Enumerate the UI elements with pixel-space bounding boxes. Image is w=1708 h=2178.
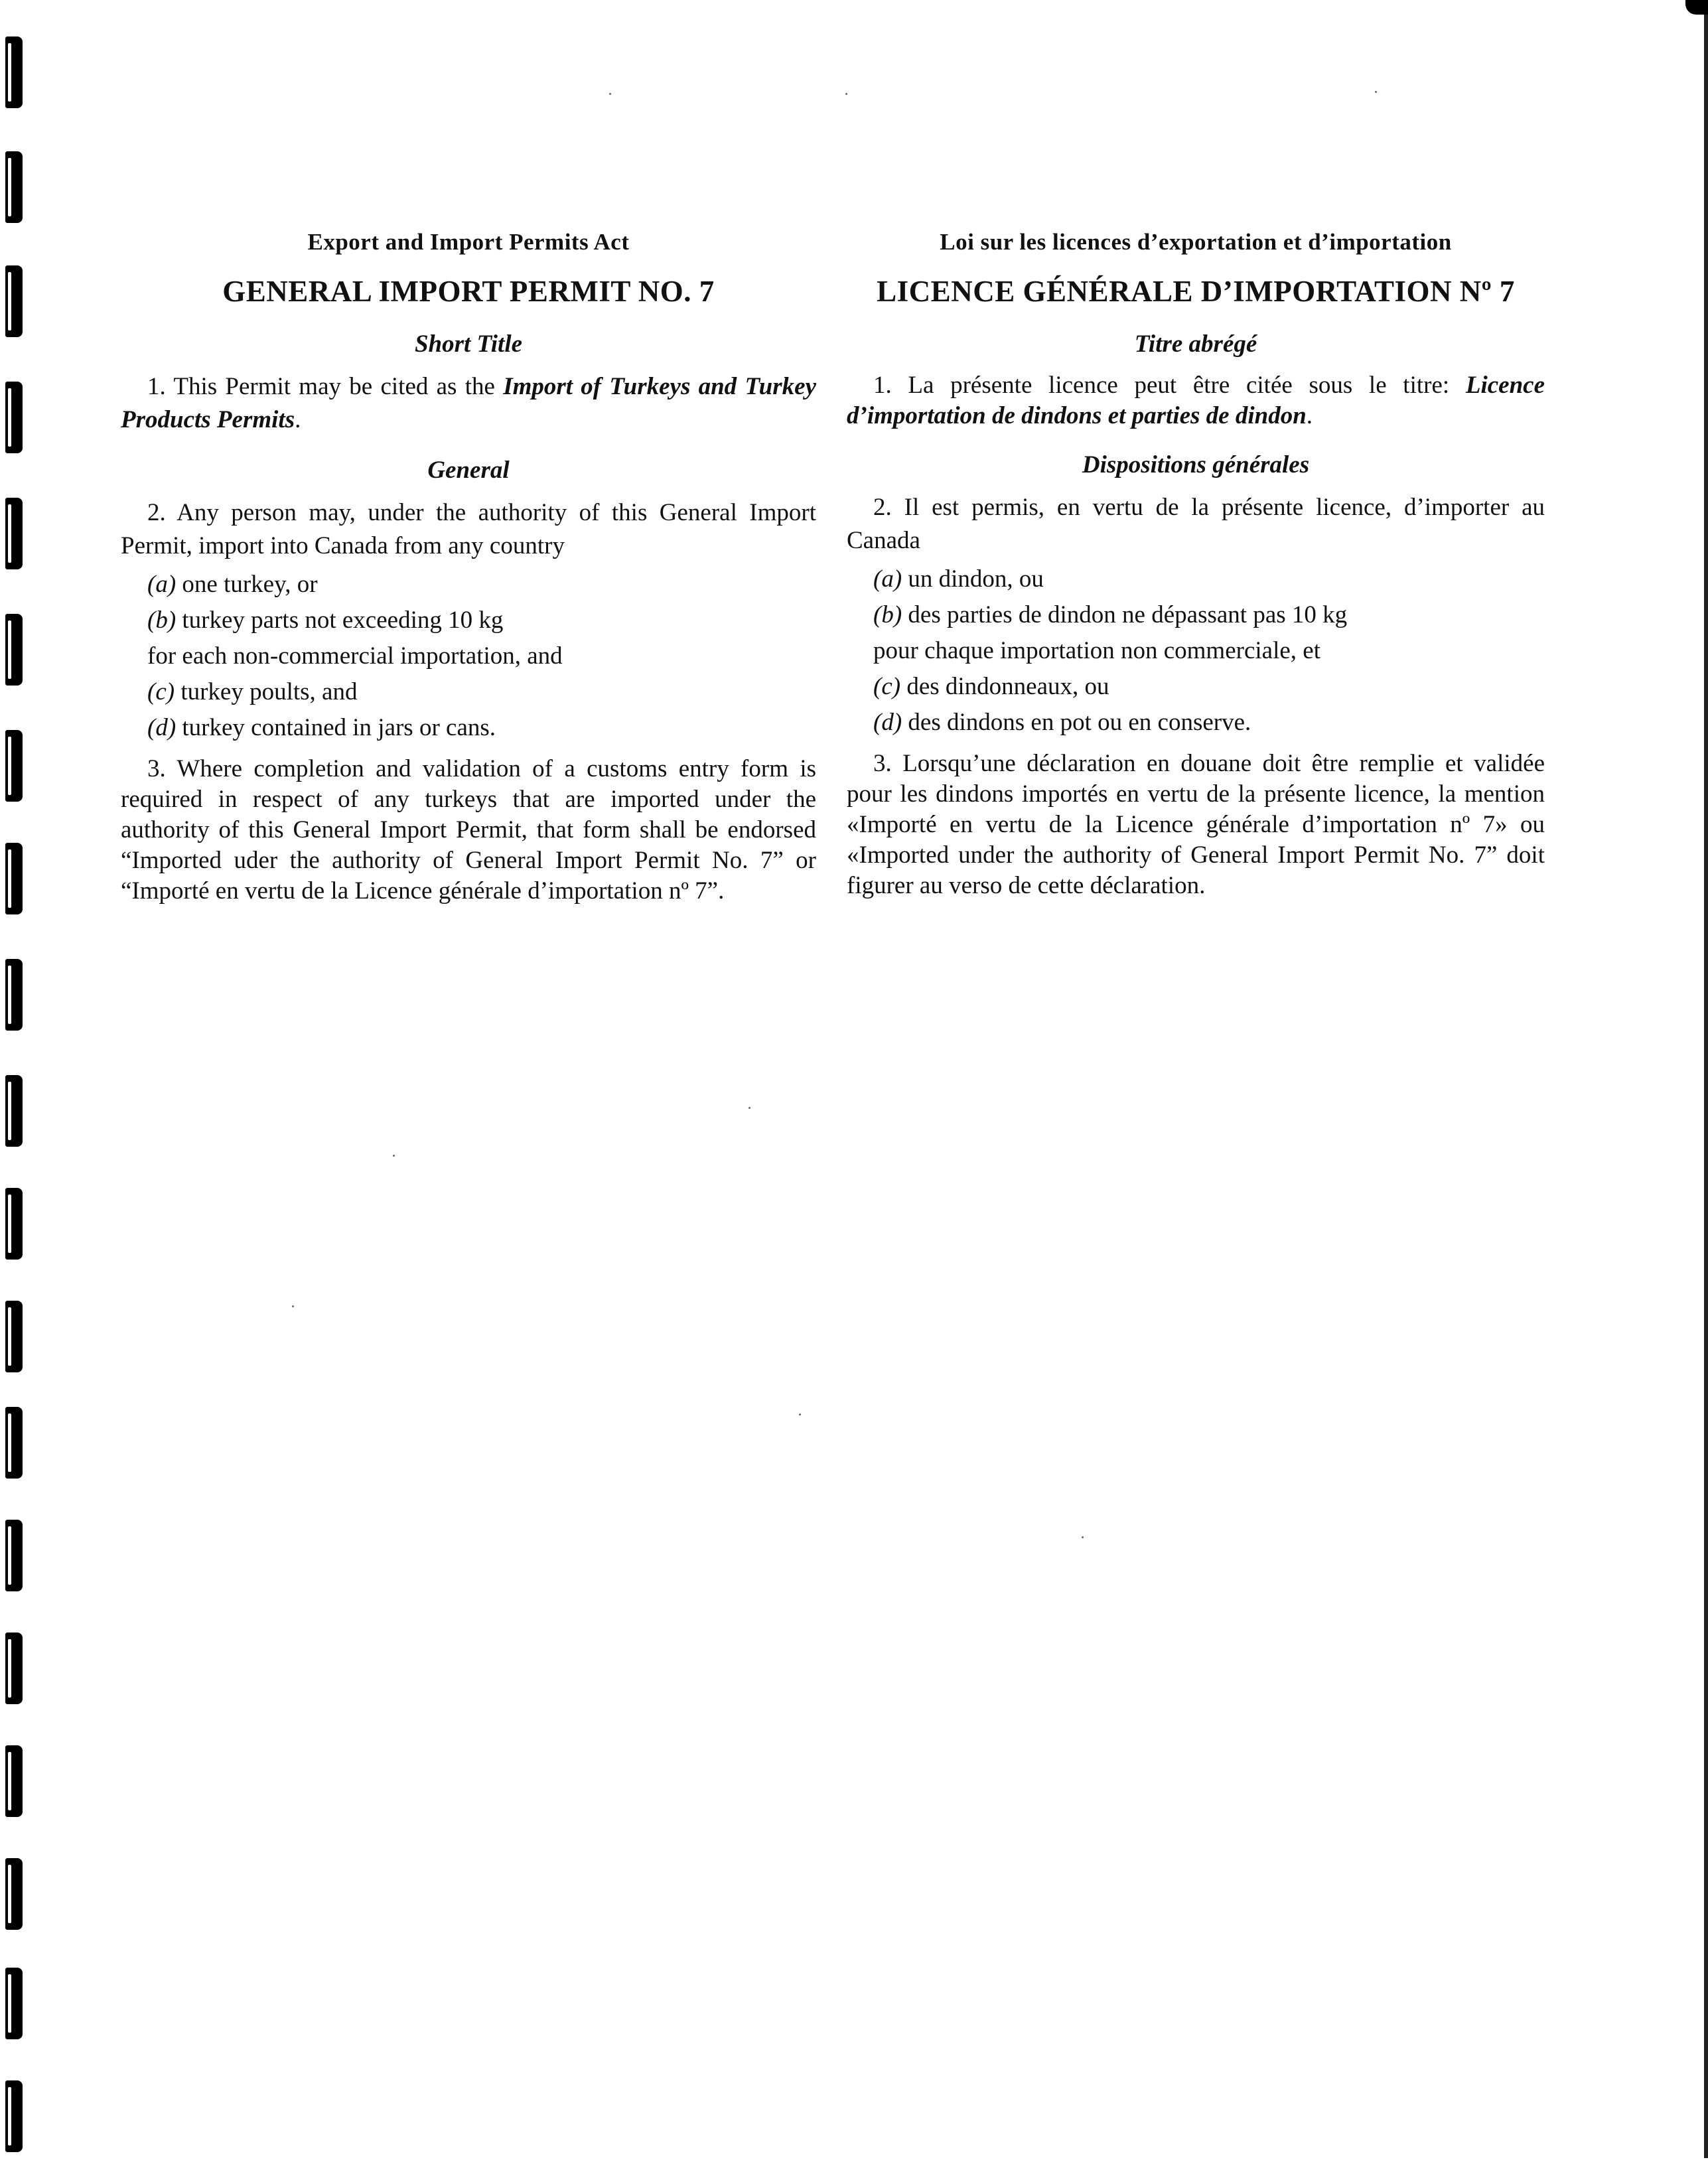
list-item-label: (c) [873, 673, 901, 700]
section-1-end: . [295, 406, 301, 433]
short-title-heading: Titre abrégé [1134, 330, 1257, 358]
act-title: Loi sur les licences d’exportation et d’importation [940, 229, 1452, 255]
list-item-label: (b) [873, 601, 902, 628]
general-heading: General [427, 457, 510, 484]
list-item [147, 711, 816, 745]
binding-hole-mark [5, 1301, 23, 1372]
list-item [147, 604, 816, 637]
list-item [873, 670, 1545, 703]
list-item-label: (d) [147, 714, 177, 741]
list-item [873, 706, 1545, 739]
binding-hole-mark [5, 151, 23, 223]
binding-hole-mark [5, 1407, 23, 1479]
section-3-paragraph: 3. Where completion and validation of a customs entry form is required in respect of any turkeys that are imported under the authority of this General Import Permit, that form shall be endorsed “Imported uder the authority of General Import Permit No. 7” or “Importé en vertu de la Licence générale d’importation nº 7”. [121, 755, 816, 905]
scan-speck [1082, 1536, 1084, 1538]
list-item-text: one turkey, or [176, 571, 318, 598]
section-1-paragraph [847, 370, 1545, 431]
binding-hole-mark [5, 959, 23, 1031]
section-1-paragraph [121, 370, 816, 437]
scan-corner-mark [1685, 0, 1708, 15]
list-item-text: turkey poults, and [175, 678, 358, 705]
section-1-end: . [1306, 402, 1313, 429]
binding-hole-mark [5, 1075, 23, 1147]
binding-hole-mark [5, 843, 23, 914]
list-continuation: pour chaque importation non commerciale, et [873, 637, 1320, 664]
list-item-label: (a) [873, 565, 902, 593]
scan-speck [609, 93, 611, 95]
section-1-lead: 1. La présente licence peut être citée sous le titre: [873, 372, 1466, 399]
binding-hole-mark [5, 1520, 23, 1591]
binding-hole-mark [5, 2080, 23, 2152]
scan-edge-line [1704, 15, 1708, 2158]
permit-title: GENERAL IMPORT PERMIT NO. 7 [222, 275, 715, 308]
section-2-paragraph: 2. Any person may, under the authority of this General Import Permit, import into Canada from any country [121, 499, 816, 559]
binding-edge [0, 0, 40, 2178]
binding-hole-mark [5, 265, 23, 337]
english-column [121, 226, 816, 924]
section-2-paragraph: 2. Il est permis, en vertu de la présente licence, d’importer au Canada [847, 494, 1545, 554]
list-continuation: for each non-commercial importation, and [147, 642, 563, 670]
list-item-text: un dindon, ou [902, 565, 1044, 593]
permit-citation-title: Import of Turkeys and Turkey Products Permits [121, 373, 816, 433]
scan-speck [845, 93, 847, 95]
list-item-label: (c) [147, 678, 175, 705]
scan-speck [799, 1414, 801, 1416]
list-item [147, 676, 816, 709]
binding-hole-mark [5, 1968, 23, 2039]
list-item [873, 563, 1545, 596]
list-item-text: des dindonneaux, ou [900, 673, 1109, 700]
list-item-label: (a) [147, 571, 177, 598]
scan-speck [292, 1305, 294, 1307]
act-title: Export and Import Permits Act [307, 229, 630, 255]
list-item [147, 568, 816, 601]
binding-hole-mark [5, 498, 23, 569]
scan-speck [393, 1155, 395, 1157]
list-item-label: (b) [147, 607, 177, 634]
list-item-text: des parties de dindon ne dépassant pas 10 kg [902, 601, 1348, 628]
list-item-text: des dindons en pot ou en conserve. [902, 709, 1251, 736]
short-title-heading: Short Title [414, 330, 523, 358]
list-item-label: (d) [873, 709, 902, 736]
scan-speck [748, 1107, 750, 1109]
list-item-text: turkey parts not exceeding 10 kg [176, 607, 504, 634]
list-item-text: turkey contained in jars or cans. [176, 714, 496, 741]
list-item [873, 599, 1545, 632]
french-column [847, 226, 1545, 918]
binding-hole-mark [5, 1858, 23, 1930]
scan-speck [1375, 91, 1377, 93]
general-heading: Dispositions générales [1082, 451, 1310, 478]
binding-hole-mark [5, 36, 23, 108]
section-1-lead: 1. This Permit may be cited as the [147, 373, 504, 400]
section-3-paragraph: 3. Lorsqu’une déclaration en douane doit être remplie et validée pour les dindons importés en vertu de la présente licence, la mention «Importé en vertu de la Licence générale d’importation nº 7» ou «Imported under the authority of General Import Permit No. 7” doit figurer au verso de cette déclaration. [847, 750, 1545, 899]
permit-citation-title: Licence d’importation de dindons et parties de dindon [847, 372, 1545, 429]
binding-hole-mark [5, 1633, 23, 1704]
binding-hole-mark [5, 382, 23, 453]
permit-title: LICENCE GÉNÉRALE D’IMPORTATION Nº 7 [877, 275, 1515, 308]
binding-hole-mark [5, 614, 23, 686]
binding-hole-mark [5, 730, 23, 802]
binding-hole-mark [5, 1188, 23, 1260]
binding-hole-mark [5, 1745, 23, 1817]
